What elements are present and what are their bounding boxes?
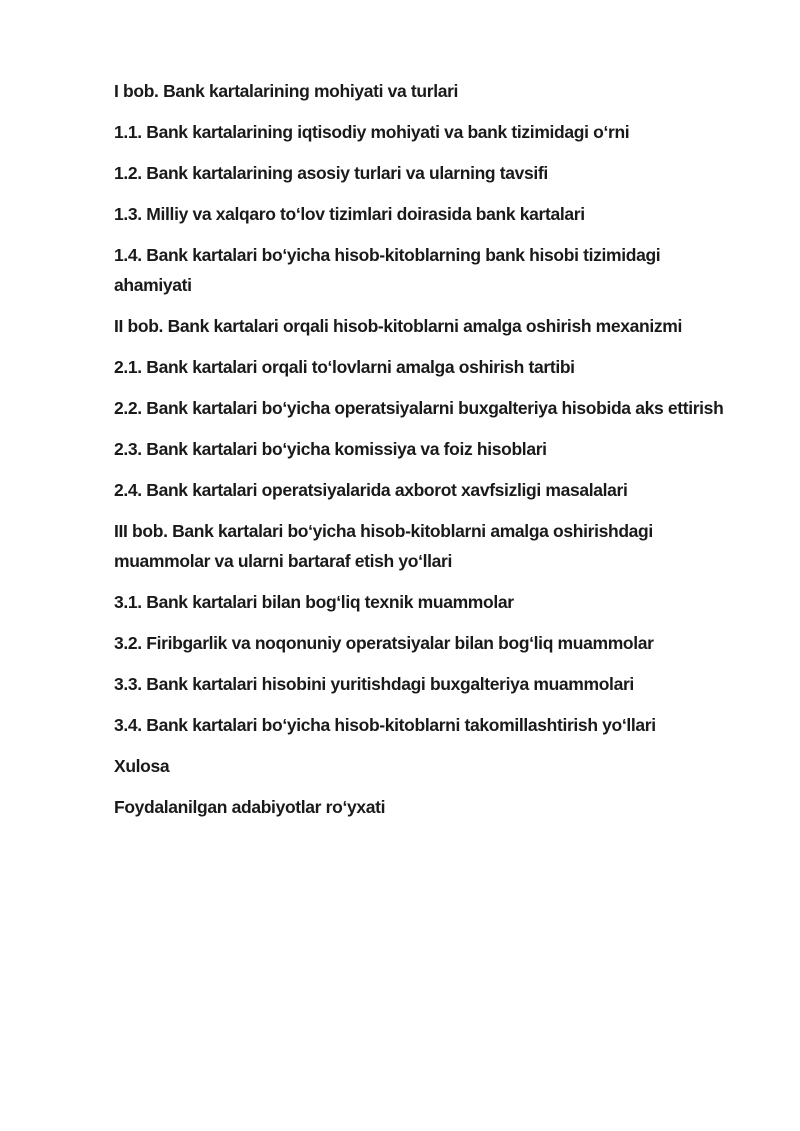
section-3-2-heading: 3.2. Firibgarlik va noqonuniy operatsiyalar bilan bog‘liq muammolar xyxy=(114,633,654,653)
section-2-2-heading: 2.2. Bank kartalari bo‘yicha operatsiyalarni buxgalteriya hisobida aks ettirish xyxy=(114,398,724,418)
conclusion-heading: Xulosa xyxy=(114,756,170,776)
chapter-2-heading: II bob. Bank kartalari orqali hisob-kitoblarni amalga oshirish mexanizmi xyxy=(114,316,683,336)
section-1-4-heading: 1.4. Bank kartalari bo‘yicha hisob-kitoblarning bank hisobi tizimidagi ahamiyati xyxy=(114,245,661,295)
section-3-4-heading: 3.4. Bank kartalari bo‘yicha hisob-kitoblarni takomillashtirish yo‘llari xyxy=(114,715,656,735)
chapter-3-heading: III bob. Bank kartalari bo‘yicha hisob-kitoblarni amalga oshirishdagi muammolar va ularni bartaraf etish yo‘llari xyxy=(114,521,653,571)
section-1-1-heading: 1.1. Bank kartalarining iqtisodiy mohiyati va bank tizimidagi o‘rni xyxy=(114,122,630,142)
section-2-1-heading: 2.1. Bank kartalari orqali to‘lovlarni amalga oshirish tartibi xyxy=(114,357,575,377)
chapter-1-heading: I bob. Bank kartalarining mohiyati va turlari xyxy=(114,81,459,101)
table-of-contents xyxy=(114,76,732,833)
section-2-3-heading: 2.3. Bank kartalari bo‘yicha komissiya va foiz hisoblari xyxy=(114,439,547,459)
section-2-4-heading: 2.4. Bank kartalari operatsiyalarida axborot xavfsizligi masalalari xyxy=(114,480,628,500)
section-1-3-heading: 1.3. Milliy va xalqaro to‘lov tizimlari doirasida bank kartalari xyxy=(114,204,585,224)
references-heading: Foydalanilgan adabiyotlar ro‘yxati xyxy=(114,797,386,817)
section-1-2-heading: 1.2. Bank kartalarining asosiy turlari va ularning tavsifi xyxy=(114,163,548,183)
section-3-3-heading: 3.3. Bank kartalari hisobini yuritishdagi buxgalteriya muammolari xyxy=(114,674,634,694)
section-3-1-heading: 3.1. Bank kartalari bilan bog‘liq texnik muammolar xyxy=(114,592,514,612)
